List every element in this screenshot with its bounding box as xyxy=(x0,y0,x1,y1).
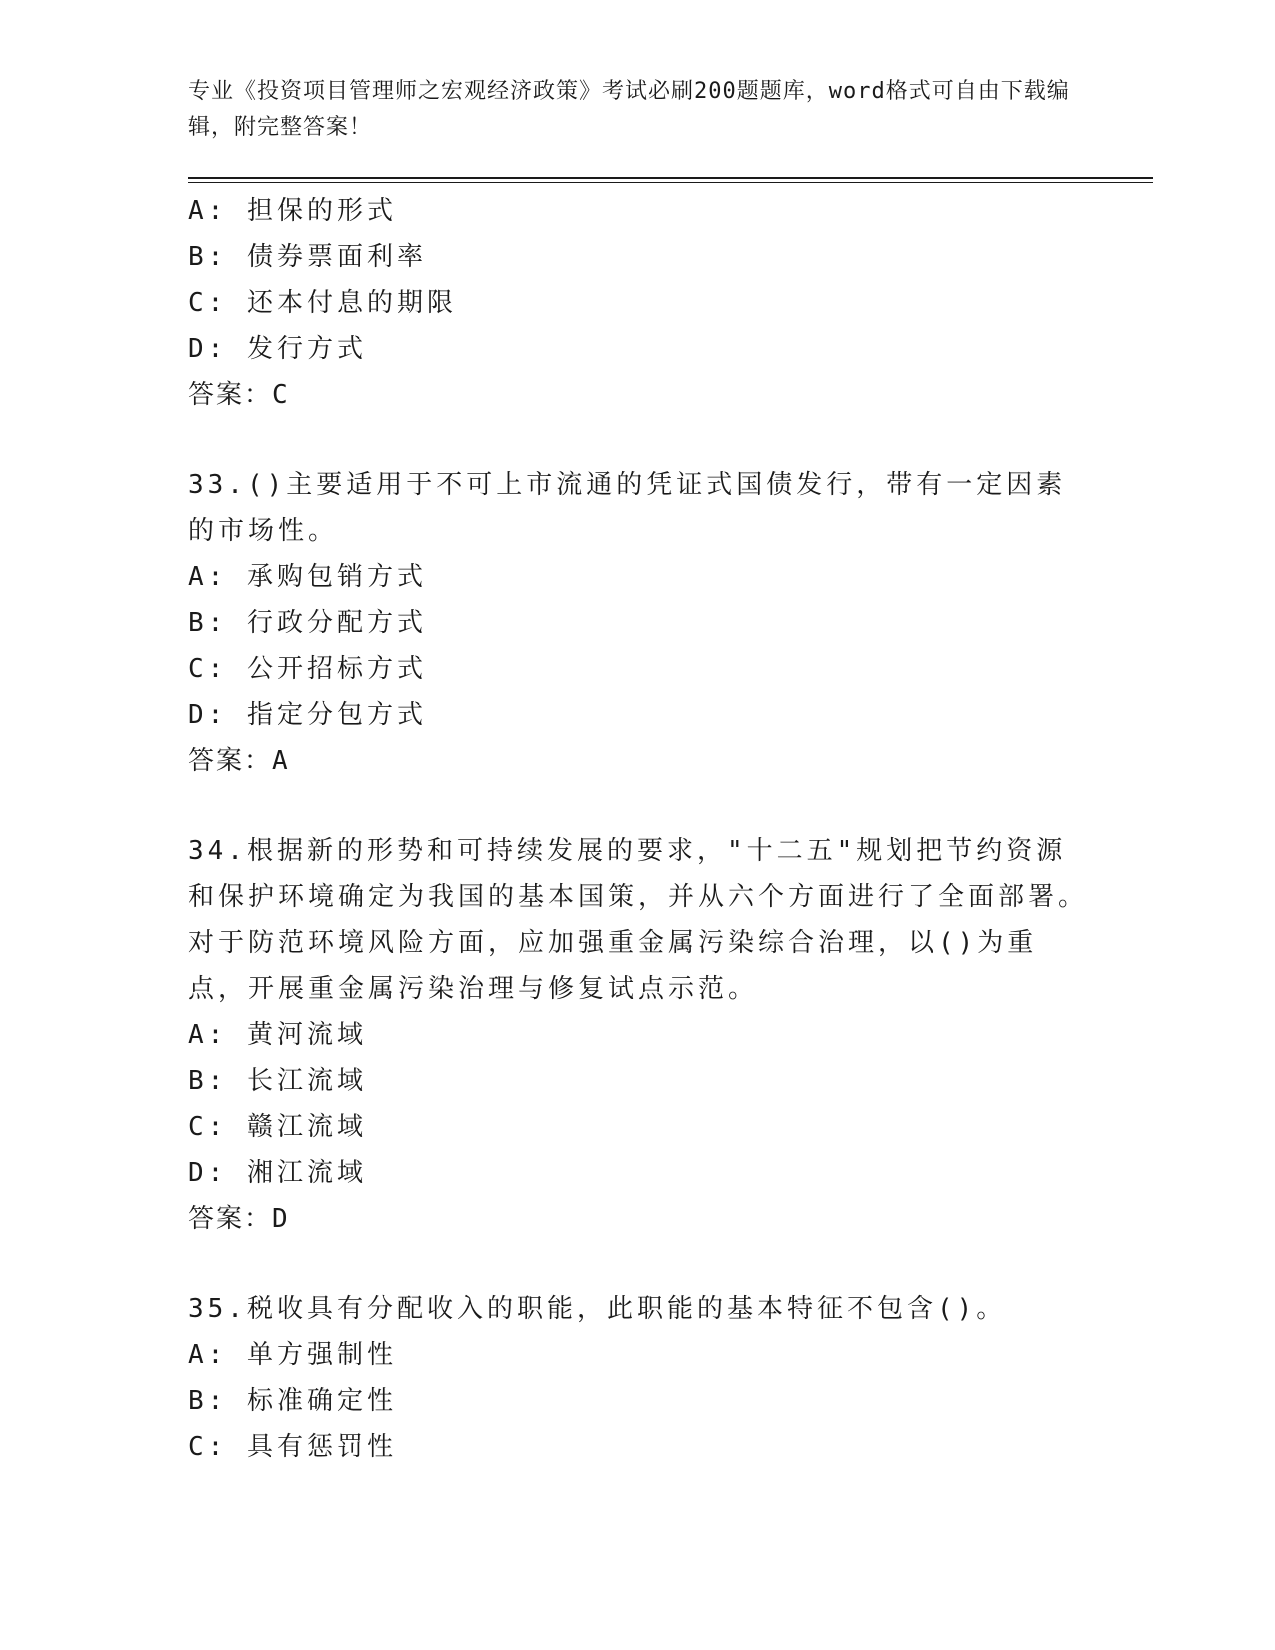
option-d: D: 发行方式 xyxy=(188,334,367,364)
question-block-34 xyxy=(188,828,1088,1242)
option-a: A: 黄河流域 xyxy=(188,1020,367,1050)
option-c: C: 还本付息的期限 xyxy=(188,288,457,318)
document-header: 专业《投资项目管理师之宏观经济政策》考试必刷200题题库，word格式可自由下载编辑，附完整答案！ xyxy=(188,79,1070,140)
option-a: A: 担保的形式 xyxy=(188,196,397,226)
question-block-32 xyxy=(188,188,1088,418)
question-stem: 35.税收具有分配收入的职能，此职能的基本特征不包含()。 xyxy=(188,1294,1007,1324)
question-block-35 xyxy=(188,1286,1088,1470)
option-b: B: 债券票面利率 xyxy=(188,242,427,272)
question-gap xyxy=(188,784,1088,828)
question-stem: 34.根据新的形势和可持续发展的要求，"十二五"规划把节约资源和保护环境确定为我国的基本国策，并从六个方面进行了全面部署。对于防范环境风险方面，应加强重金属污染综合治理，以()为重点，开展重金属污染治理与修复试点示范。 xyxy=(188,836,1089,1004)
question-block-33 xyxy=(188,462,1088,784)
option-c: C: 赣江流域 xyxy=(188,1112,367,1142)
header-rule-thick xyxy=(188,177,1153,179)
option-b: B: 标准确定性 xyxy=(188,1386,397,1416)
answer-line: 答案：D xyxy=(188,1204,290,1234)
answer-line: 答案：C xyxy=(188,380,290,410)
option-b: B: 长江流域 xyxy=(188,1066,367,1096)
option-d: D: 湘江流域 xyxy=(188,1158,367,1188)
question-gap xyxy=(188,1242,1088,1286)
header-rule-thin xyxy=(188,182,1153,183)
option-b: B: 行政分配方式 xyxy=(188,608,427,638)
option-c: C: 具有惩罚性 xyxy=(188,1432,397,1462)
option-a: A: 承购包销方式 xyxy=(188,562,427,592)
option-d: D: 指定分包方式 xyxy=(188,700,427,730)
question-gap xyxy=(188,418,1088,462)
option-c: C: 公开招标方式 xyxy=(188,654,427,684)
answer-line: 答案：A xyxy=(188,746,290,776)
option-a: A: 单方强制性 xyxy=(188,1340,397,1370)
question-stem: 33.()主要适用于不可上市流通的凭证式国债发行，带有一定因素的市场性。 xyxy=(188,470,1067,546)
question-list xyxy=(188,188,1088,1470)
